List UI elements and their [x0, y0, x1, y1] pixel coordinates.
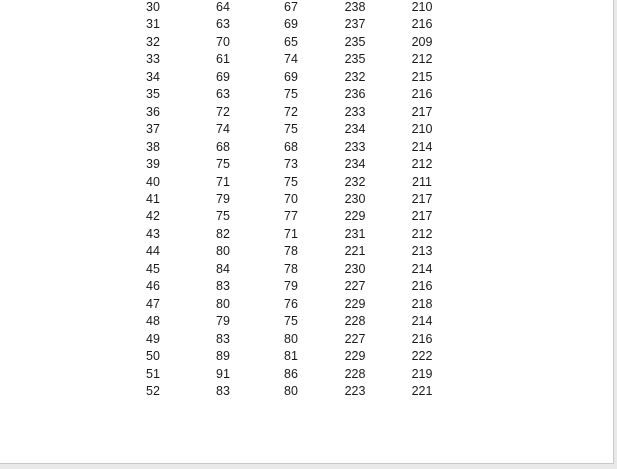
table-cell: 212	[411, 226, 433, 241]
table-cell: 45	[146, 261, 160, 276]
table-cell: 51	[146, 366, 160, 381]
table-cell: 213	[411, 244, 433, 259]
table-cell: 75	[216, 209, 230, 224]
table-cell: 73	[284, 157, 298, 172]
table-cell: 233	[344, 139, 366, 154]
table-cell: 218	[411, 296, 433, 311]
table-cell: 216	[411, 331, 433, 346]
table-cell: 229	[344, 296, 366, 311]
table-cell: 70	[216, 34, 230, 49]
table-cell: 77	[284, 209, 298, 224]
table-cell: 233	[344, 104, 366, 119]
table-cell: 214	[411, 314, 433, 329]
table-row	[118, 296, 458, 313]
table-cell: 79	[216, 191, 230, 206]
table-cell: 89	[216, 349, 230, 364]
table-cell: 229	[344, 349, 366, 364]
table-row	[118, 104, 458, 121]
table-row	[118, 16, 458, 33]
table-cell: 214	[411, 261, 433, 276]
table-cell: 75	[284, 122, 298, 137]
table-row	[118, 226, 458, 243]
table-cell: 69	[284, 17, 298, 32]
table-row	[118, 0, 458, 16]
table-cell: 39	[146, 157, 160, 172]
table-cell: 64	[216, 0, 230, 14]
table-cell: 232	[344, 69, 366, 84]
table-cell: 72	[216, 104, 230, 119]
table-cell: 80	[216, 296, 230, 311]
table-cell: 42	[146, 209, 160, 224]
table-cell: 223	[344, 383, 366, 398]
table-row	[118, 121, 458, 138]
table-cell: 32	[146, 34, 160, 49]
table-cell: 36	[146, 104, 160, 119]
table-cell: 230	[344, 191, 366, 206]
table-cell: 74	[216, 122, 230, 137]
table-cell: 238	[344, 0, 366, 14]
table-cell: 75	[284, 314, 298, 329]
table-cell: 80	[284, 383, 298, 398]
table-cell: 76	[284, 296, 298, 311]
table-cell: 68	[216, 139, 230, 154]
table-cell: 82	[216, 226, 230, 241]
table-cell: 209	[411, 34, 433, 49]
table-cell: 75	[284, 174, 298, 189]
table-row	[118, 86, 458, 103]
table-cell: 83	[216, 331, 230, 346]
table-cell: 86	[284, 366, 298, 381]
table-cell: 216	[411, 17, 433, 32]
table-cell: 215	[411, 69, 433, 84]
table-cell: 212	[411, 52, 433, 67]
table-cell: 61	[216, 52, 230, 67]
table-cell: 63	[216, 87, 230, 102]
table-cell: 237	[344, 17, 366, 32]
table-cell: 78	[284, 261, 298, 276]
table-cell: 44	[146, 244, 160, 259]
table-cell: 210	[411, 122, 433, 137]
table-row	[118, 348, 458, 365]
table-cell: 38	[146, 139, 160, 154]
table-row	[118, 34, 458, 51]
table-cell: 78	[284, 244, 298, 259]
table-cell: 34	[146, 69, 160, 84]
table-cell: 234	[344, 157, 366, 172]
table-cell: 83	[216, 383, 230, 398]
table-cell: 219	[411, 366, 433, 381]
table-cell: 30	[146, 0, 160, 14]
table-cell: 47	[146, 296, 160, 311]
table-cell: 63	[216, 17, 230, 32]
table-row	[118, 278, 458, 295]
table-cell: 231	[344, 226, 366, 241]
table-cell: 71	[216, 174, 230, 189]
table-cell: 227	[344, 331, 366, 346]
table-cell: 72	[284, 104, 298, 119]
table-cell: 227	[344, 279, 366, 294]
table-cell: 75	[216, 157, 230, 172]
table-cell: 50	[146, 349, 160, 364]
table-cell: 49	[146, 331, 160, 346]
table-cell: 33	[146, 52, 160, 67]
table-row	[118, 69, 458, 86]
table-cell: 217	[411, 209, 433, 224]
table-cell: 229	[344, 209, 366, 224]
table-cell: 35	[146, 87, 160, 102]
table-cell: 80	[284, 331, 298, 346]
table-cell: 71	[284, 226, 298, 241]
table-cell: 216	[411, 87, 433, 102]
table-row	[118, 139, 458, 156]
table-cell: 67	[284, 0, 298, 14]
table-cell: 222	[411, 349, 433, 364]
table-cell: 48	[146, 314, 160, 329]
table-cell: 235	[344, 52, 366, 67]
table-cell: 84	[216, 261, 230, 276]
table-cell: 235	[344, 34, 366, 49]
table-cell: 81	[284, 349, 298, 364]
table-cell: 214	[411, 139, 433, 154]
table-cell: 52	[146, 383, 160, 398]
table-row	[118, 51, 458, 68]
table-cell: 69	[216, 69, 230, 84]
data-table	[118, 0, 458, 400]
table-cell: 80	[216, 244, 230, 259]
table-cell: 83	[216, 279, 230, 294]
table-cell: 230	[344, 261, 366, 276]
table-cell: 221	[411, 383, 433, 398]
table-cell: 46	[146, 279, 160, 294]
table-cell: 79	[284, 279, 298, 294]
table-row	[118, 191, 458, 208]
table-cell: 41	[146, 191, 160, 206]
table-cell: 37	[146, 122, 160, 137]
table-cell: 210	[411, 0, 433, 14]
table-cell: 217	[411, 104, 433, 119]
table-row	[118, 383, 458, 400]
table-body	[118, 0, 458, 400]
table-cell: 68	[284, 139, 298, 154]
table-cell: 69	[284, 69, 298, 84]
table-cell: 232	[344, 174, 366, 189]
table-cell: 212	[411, 157, 433, 172]
table-row	[118, 174, 458, 191]
table-cell: 217	[411, 191, 433, 206]
table-cell: 234	[344, 122, 366, 137]
table-cell: 43	[146, 226, 160, 241]
table-cell: 91	[216, 366, 230, 381]
table-row	[118, 366, 458, 383]
table-cell: 75	[284, 87, 298, 102]
table-row	[118, 243, 458, 260]
table-cell: 216	[411, 279, 433, 294]
table-row	[118, 208, 458, 225]
table-cell: 228	[344, 314, 366, 329]
table-cell: 228	[344, 366, 366, 381]
table-cell: 221	[344, 244, 366, 259]
table-row	[118, 156, 458, 173]
table-cell: 65	[284, 34, 298, 49]
table-cell: 70	[284, 191, 298, 206]
table-cell: 74	[284, 52, 298, 67]
table-row	[118, 331, 458, 348]
table-cell: 40	[146, 174, 160, 189]
table-cell: 79	[216, 314, 230, 329]
table-cell: 211	[412, 174, 432, 189]
table-cell: 236	[344, 87, 366, 102]
table-row	[118, 313, 458, 330]
table-row	[118, 261, 458, 278]
table-cell: 31	[146, 17, 160, 32]
